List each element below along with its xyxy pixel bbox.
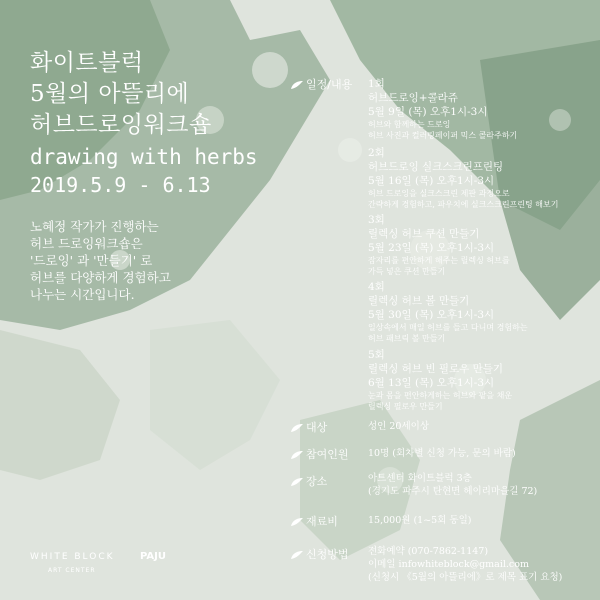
label-place — [290, 473, 327, 489]
info-place — [368, 472, 537, 498]
label-participants-text: 참여인원 — [306, 448, 349, 461]
intro-line: 허브 드로잉워크숍은 — [30, 236, 143, 251]
label-schedule — [290, 76, 352, 92]
session-title: 릴렉싱 허브 빈 필로우 만들기 — [368, 363, 504, 375]
artcenter-logo-text: ART CENTER — [48, 567, 96, 574]
leaf-icon — [290, 450, 304, 460]
label-apply — [290, 546, 349, 562]
label-target — [290, 419, 327, 435]
session-date: 5월 30일 (목) 오후1시-3시 — [368, 309, 495, 321]
info-apply-line: 전화예약 (070-7862-1147) — [368, 546, 489, 557]
intro-line: 노혜정 작가가 진행하는 — [30, 219, 159, 234]
session-desc: 잠자리를 편안하게 해주는 릴렉싱 허브를 — [368, 256, 510, 265]
whiteblock-logo: WHITE BLOCK — [30, 552, 115, 562]
info-apply-line: 이메일 infowhiteblock@gmail.com — [368, 559, 529, 570]
session-5 — [368, 348, 593, 412]
intro-line: 나누는 시간입니다. — [30, 287, 135, 302]
title-block — [30, 48, 290, 199]
session-number: 3회 — [368, 214, 385, 226]
session-date: 5월 9일 (목) 오후1시-3시 — [368, 106, 488, 118]
session-desc: 눈과 몸을 편안하게하는 허브와 팥을 채운 — [368, 391, 513, 400]
session-title: 릴렉싱 허브 볼 만들기 — [368, 295, 470, 307]
info-participants: 10명 (회차별 신청 가능, 문의 바람) — [368, 448, 516, 459]
session-date: 5월 23일 (목) 오후1시-3시 — [368, 242, 495, 254]
session-desc: 간략하게 경험하고, 파우치에 실크스크린프린팅 해보기 — [368, 200, 559, 209]
label-participants — [290, 446, 349, 462]
session-date: 5월 16일 (목) 오후1시-3시 — [368, 175, 495, 187]
session-desc: 허브 사진과 컬러링페이퍼 믹스 콜라주하기 — [368, 131, 518, 140]
session-number: 5회 — [368, 349, 385, 361]
leaf-icon — [290, 423, 304, 433]
session-number: 2회 — [368, 147, 385, 159]
intro-text — [30, 218, 230, 303]
leaf-icon — [290, 517, 304, 527]
title-line-1: 화이트블럭 — [30, 50, 144, 76]
info-fee: 15,000원 (1~5회 동일) — [368, 515, 472, 526]
label-schedule-text: 일정/내용 — [306, 78, 353, 91]
label-place-text: 장소 — [306, 475, 328, 488]
session-desc: 가득 넣은 쿠션 만들기 — [368, 267, 446, 276]
label-fee-text: 재료비 — [306, 515, 338, 528]
title-line-2: 5월의 아뜰리에 — [30, 81, 190, 107]
session-date: 6월 13일 (목) 오후1시-3시 — [368, 377, 495, 389]
intro-line: 허브를 다양하게 경험하고 — [30, 270, 171, 285]
info-place-line: (경기도 파주시 탄현면 헤이리마을길 72) — [368, 486, 538, 497]
info-place-line: 아트센터 화이트블럭 3층 — [368, 473, 472, 484]
session-desc: 일상속에서 매일 허브를 들고 다니며 경험하는 — [368, 323, 528, 332]
label-target-text: 대상 — [306, 421, 328, 434]
info-apply-line: (신청시 《5월의 아뜰리에》로 제목 표기 요청) — [368, 572, 563, 583]
session-number: 4회 — [368, 281, 385, 293]
paju-logo: PAJU — [140, 551, 166, 562]
session-title: 릴렉싱 허브 쿠션 만들기 — [368, 228, 480, 240]
session-desc: 릴렉싱 필로우 만들기 — [368, 402, 443, 411]
session-2 — [368, 146, 593, 210]
info-apply — [368, 545, 562, 584]
session-1 — [368, 77, 593, 141]
session-desc: 허브와 함께하는 드로잉 — [368, 120, 451, 129]
leaf-icon — [290, 477, 304, 487]
session-number: 1회 — [368, 78, 385, 90]
leaf-icon — [290, 550, 304, 560]
session-4 — [368, 280, 593, 344]
title-line-3: 허브드로잉워크숍 — [30, 112, 212, 138]
label-apply-text: 신청방법 — [306, 548, 349, 561]
title-english: drawing with herbs — [30, 145, 258, 169]
session-desc: 허브 드로잉을 실크스크린 제판 과정으로 — [368, 189, 510, 198]
session-title: 허브드로잉+콜라쥬 — [368, 92, 458, 104]
session-desc: 허브 패브릭 볼 만들기 — [368, 334, 446, 343]
leaf-icon — [290, 80, 304, 90]
label-fee — [290, 513, 338, 529]
title-dates: 2019.5.9 - 6.13 — [30, 173, 211, 197]
info-target: 성인 20세이상 — [368, 421, 429, 432]
session-3 — [368, 213, 593, 277]
intro-line: '드로잉' 과 '만들기' 로 — [30, 253, 153, 268]
session-title: 허브드로잉 실크스크린프린팅 — [368, 161, 504, 173]
